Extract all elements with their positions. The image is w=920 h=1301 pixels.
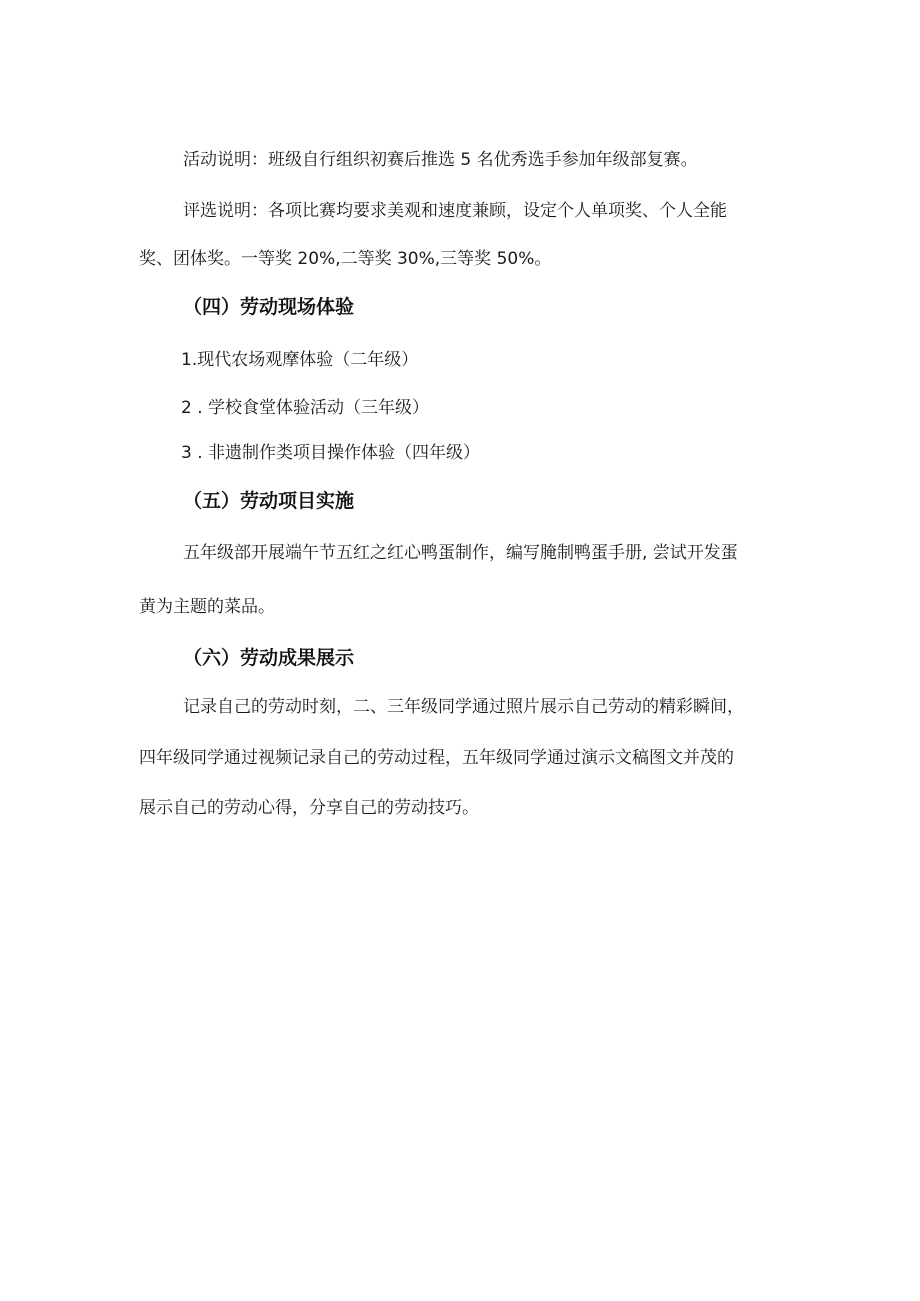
section-4-item-2: 2 . 学校食堂体验活动（三年级） <box>181 398 430 418</box>
section-4-heading: （四）劳动现场体验 <box>183 296 355 318</box>
section-6-line-2: 四年级同学通过视频记录自己的劳动过程，五年级同学通过演示文稿图文并茂的 <box>139 748 734 768</box>
section-5-line-1: 五年级部开展端午节五红之红心鸭蛋制作，编写腌制鸭蛋手册, 尝试开发蛋 <box>183 543 738 563</box>
section-5-heading: （五）劳动项目实施 <box>183 490 355 512</box>
section-6-heading: （六）劳动成果展示 <box>183 647 355 669</box>
section-6-line-1: 记录自己的劳动时刻，二、三年级同学通过照片展示自己劳动的精彩瞬间， <box>183 697 744 717</box>
activity-note: 活动说明：班级自行组织初赛后推选 5 名优秀选手参加年级部复赛。 <box>183 150 698 170</box>
selection-note-line-1: 评选说明：各项比赛均要求美观和速度兼顾，设定个人单项奖、个人全能 <box>183 201 727 221</box>
section-4-item-3: 3 . 非遗制作类项目操作体验（四年级） <box>181 443 481 463</box>
section-5-line-2: 黄为主题的菜品。 <box>139 597 275 617</box>
section-6-line-3: 展示自己的劳动心得，分享自己的劳动技巧。 <box>139 798 479 818</box>
section-4-item-1: 1.现代农场观摩体验（二年级） <box>181 350 419 370</box>
selection-note-line-2: 奖、团体奖。一等奖 20%,二等奖 30%,三等奖 50%。 <box>139 249 552 269</box>
